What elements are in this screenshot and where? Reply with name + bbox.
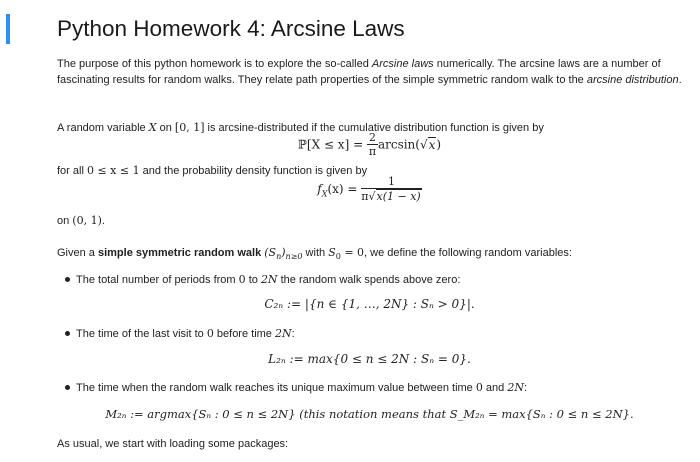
forall-tail: and the probability density function is given by [139, 165, 368, 177]
forall-lead: for all [57, 165, 87, 177]
pdf-denominator: π√x(1 − x) [361, 190, 421, 203]
pdf-formula [57, 176, 682, 203]
rw-lead: Given a [57, 247, 98, 259]
formula-l2n: L₂ₙ := max{0 ≤ n ≤ 2N : Sₙ = 0}. [268, 352, 471, 366]
pdf-fraction [361, 176, 421, 203]
intro-paragraph [57, 57, 682, 88]
intro-text-3: . [678, 73, 682, 86]
math-open-interval: (0, 1) [72, 214, 102, 227]
bullet-3-text-b: and [482, 382, 508, 394]
rw-tail: , we define the following random variables: [364, 247, 572, 259]
bullet-list-1 [57, 272, 682, 288]
intro-text-1: The purpose of this python homework is to explore the so-called [57, 58, 372, 70]
bullet-3-text-c: : [523, 382, 528, 394]
bullet-1-text-c: the random walk spends above zero: [277, 274, 461, 286]
bullet-3-text-a: The time when the random walk reaches its unique maximum value between time [76, 382, 476, 394]
list-item [57, 326, 682, 342]
pdf-den-pi: π [361, 190, 369, 203]
list-item [57, 272, 682, 288]
intro-emphasis-arcsine-laws: Arcsine laws [371, 58, 434, 70]
domain-tail: . [101, 215, 105, 227]
cdf-close: ) [436, 137, 442, 152]
cdf-sqrt-arg: x [428, 137, 436, 152]
closing-paragraph: As usual, we start with loading some packages: [57, 438, 289, 450]
bullet-2-math-1: 0 [206, 327, 214, 340]
rw-s0 [328, 246, 365, 262]
cdf-arcsin: arcsin( [377, 137, 420, 152]
bullet-1-math-1: 0 [238, 273, 246, 286]
list-item [57, 380, 682, 396]
math-range: 0 ≤ x ≤ 1 [86, 164, 140, 177]
domain-lead: on [57, 215, 73, 227]
definition-lead: A random variable [57, 122, 149, 134]
rw-bold-term: simple symmetric random walk [97, 247, 262, 259]
definition-on: on [156, 122, 175, 134]
pdf-den-arg: x(1 − x) [376, 190, 421, 203]
random-walk-paragraph [57, 245, 682, 265]
rw-s0-sub: 0 [335, 252, 341, 262]
cdf-numerator: 2 [368, 131, 376, 144]
cdf-lhs: ℙ[X ≤ x] = [297, 137, 364, 152]
bullet-3-math-1: 0 [475, 381, 483, 394]
bullet-1-text-a: The total number of periods from [76, 274, 239, 286]
rw-seq-sub2: n≥0 [285, 252, 303, 262]
definition-tail: is arcsine-distributed if the cumulative distribution function is given by [204, 122, 544, 134]
pdf-sub: X [321, 189, 328, 199]
formula-m2n: M₂ₙ := argmax{Sₙ : 0 ≤ n ≤ 2N} (this notation means that S_M₂ₙ = max{Sₙ : 0 ≤ n ≤ 2N}. [105, 407, 634, 421]
bullet-1-math-2: 2N [260, 273, 278, 286]
domain-paragraph [57, 213, 682, 230]
intro-text-2: numerically. The arcsine laws are a number of fascinating results for random walks. They relate path properties of the simple symmetric random walk to the [57, 58, 661, 86]
bullet-2-text-a: The time of the last visit to [76, 328, 207, 340]
rw-s0-eq: = 0 [340, 246, 365, 259]
math-interval: [0, 1] [174, 121, 205, 134]
pdf-numerator: 1 [361, 176, 421, 189]
bullet-1-text-b: to [245, 274, 261, 286]
rw-s0-s: S [328, 246, 336, 259]
rw-sequence [264, 246, 303, 262]
cdf-fraction [367, 132, 378, 158]
bullet-list-2 [57, 326, 682, 342]
cdf-denominator: π [368, 145, 377, 158]
bullet-2-math-2: 2N [274, 327, 292, 340]
cdf-formula: ℙ[X ≤ x] = $\frac{2}{\pi}$ arcsin(√x) [297, 131, 442, 158]
cell-accent-bar [6, 14, 10, 44]
bullet-2-text-b: before time [213, 328, 275, 340]
rw-seq-close: ) [281, 246, 286, 259]
bullet-list-3 [57, 380, 682, 396]
pdf-rest: (x) = [327, 182, 358, 196]
rw-seq: (S [264, 246, 277, 259]
rw-seq-sub: n [276, 252, 282, 262]
bullet-2-text-c: : [291, 328, 295, 340]
math-var-x: X [148, 121, 157, 134]
page-title: Python Homework 4: Arcsine Laws [57, 16, 405, 41]
rw-with: with [302, 247, 329, 259]
intro-emphasis-arcsine-distribution: arcsine distribution [586, 73, 679, 86]
formula-c2n: C₂ₙ := |{n ∈ {1, …, 2N} : Sₙ > 0}|. [264, 297, 475, 311]
bullet-3-math-2: 2N [507, 381, 524, 394]
pdf-lhs: f [317, 182, 322, 196]
